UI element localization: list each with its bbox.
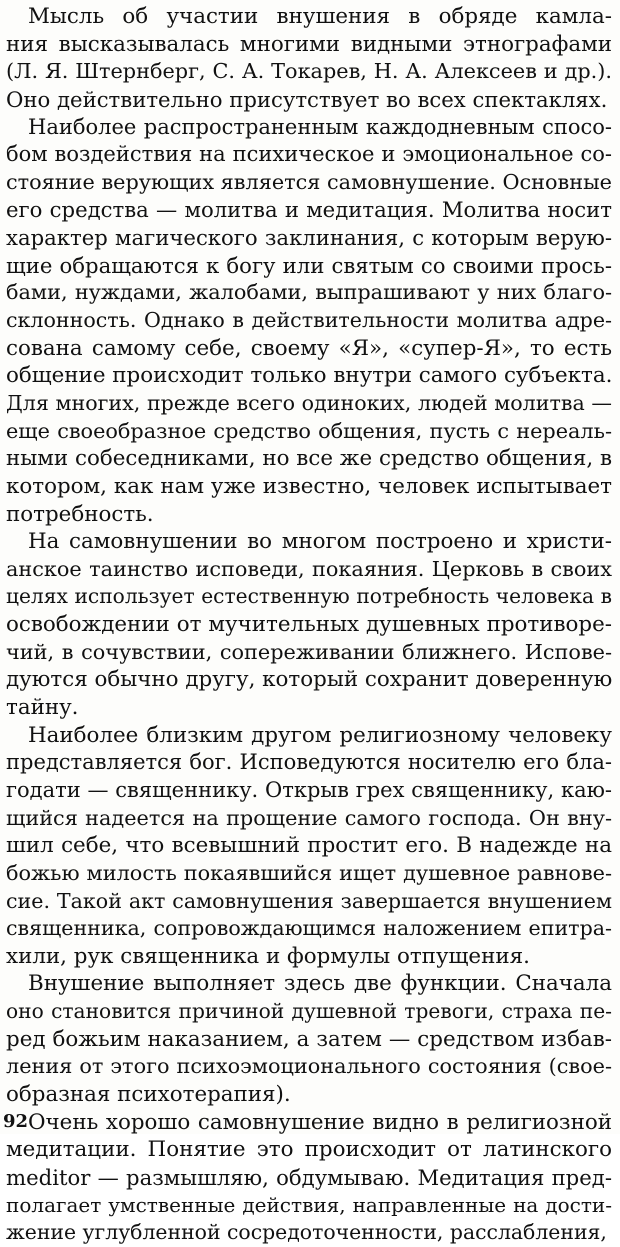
text-line: дуются обычно другу, который сохранит доверенную bbox=[6, 667, 612, 693]
text-line: оно становится причиной душевной тревоги, страха пе- bbox=[6, 999, 612, 1024]
paragraph-first-line: На самовнушении во многом построено и христи- bbox=[28, 529, 612, 555]
text-line: котором, как нам уже известно, человек испытывает bbox=[6, 473, 612, 499]
text-line: Для многих, прежде всего одиноких, людей молитва — bbox=[6, 390, 612, 415]
text-line: еще своеобразное средство общения, пусть с нереаль- bbox=[6, 418, 612, 443]
paragraph-first-line: Наиболее распространенным каждодневным спосо- bbox=[28, 114, 612, 139]
text-line: образная психотерапия). bbox=[6, 1081, 291, 1107]
text-line: бами, нуждами, жалобами, выпрашивают у них благо- bbox=[6, 280, 612, 305]
paragraph-first-line: Очень хорошо самовнушение видно в религиозной bbox=[28, 1109, 612, 1135]
paragraph-first-line: Мысль об участии внушения в обряде камла- bbox=[28, 4, 612, 29]
text-line: meditor — размышляю, обдумываю. Медитация пред- bbox=[6, 1164, 612, 1190]
text-line: потребность. bbox=[6, 501, 154, 527]
text-line: жение углубленной сосредоточенности, расслабления, bbox=[6, 1220, 607, 1245]
text-line: шил себе, что всевышний простит его. В надежде на bbox=[6, 833, 612, 859]
text-line: склонность. Однако в действительности молитва адре- bbox=[6, 308, 612, 333]
text-line: его средства — молитва и медитация. Молитва носит bbox=[6, 197, 612, 223]
text-line: анское таинство исповеди, покаяния. Церковь в своих bbox=[6, 556, 612, 581]
text-line: чий, в сочувствии, сопереживании ближнего. Испове- bbox=[6, 639, 612, 664]
body-text bbox=[6, 3, 612, 1247]
text-line: сована самому себе, своему «Я», «супер-Я», то есть bbox=[6, 335, 612, 361]
text-line: характер магического заклинания, с которым верую- bbox=[6, 225, 612, 251]
text-line: бом воздействия на психическое и эмоциональное со- bbox=[6, 142, 612, 167]
text-line: ными собеседниками, но все же средство общения, в bbox=[6, 446, 612, 472]
text-line: освобождении от мучительных душевных противоре- bbox=[6, 612, 612, 638]
text-line: божью милость покаявшийся ищет душевное равнове- bbox=[6, 860, 612, 885]
text-line: общение происходит только внутри самого субъекта. bbox=[6, 363, 612, 389]
text-line: щие обращаются к богу или святым со своими прось- bbox=[6, 252, 612, 278]
paragraph-first-line: Наиболее близким другом религиозному человеку bbox=[28, 722, 612, 748]
text-line: ления от этого психоэмоционального состояния (свое- bbox=[6, 1054, 612, 1079]
text-line: щийся надеется на прощение самого господа. Он вну- bbox=[6, 805, 612, 830]
text-line: целях использует естественную потребность человека в bbox=[6, 584, 612, 609]
paragraph-first-line: Внушение выполняет здесь две функции. Сначала bbox=[28, 971, 612, 997]
text-line: ния высказывалась многими видными этнографами bbox=[6, 31, 612, 57]
text-line: Оно действительно присутствует во всех спектаклях. bbox=[6, 86, 608, 112]
text-line: сие. Такой акт самовнушения завершается внушением bbox=[6, 888, 612, 913]
text-line: годати — священнику. Открыв грех священнику, каю- bbox=[6, 777, 612, 802]
text-line: священника, сопровождающимся наложением епитра- bbox=[6, 916, 612, 941]
text-line: тайну. bbox=[6, 695, 79, 721]
text-line: (Л. Я. Штернберг, С. А. Токарев, Н. А. Алексеев и др.). bbox=[6, 59, 612, 84]
page-number: 92 bbox=[3, 1111, 29, 1132]
text-line: стояние верующих является самовнушение. Основные bbox=[6, 169, 612, 194]
text-line: полагает умственные действия, направленные на дости- bbox=[6, 1192, 612, 1217]
text-line: представляется бог. Исповедуются носителю его бла- bbox=[6, 750, 612, 775]
text-line: хили, рук священника и формулы отпущения. bbox=[6, 943, 530, 969]
text-line: медитации. Понятие это происходит от латинского bbox=[6, 1137, 612, 1163]
text-line: ред божьим наказанием, а затем — средством избав- bbox=[6, 1026, 612, 1052]
